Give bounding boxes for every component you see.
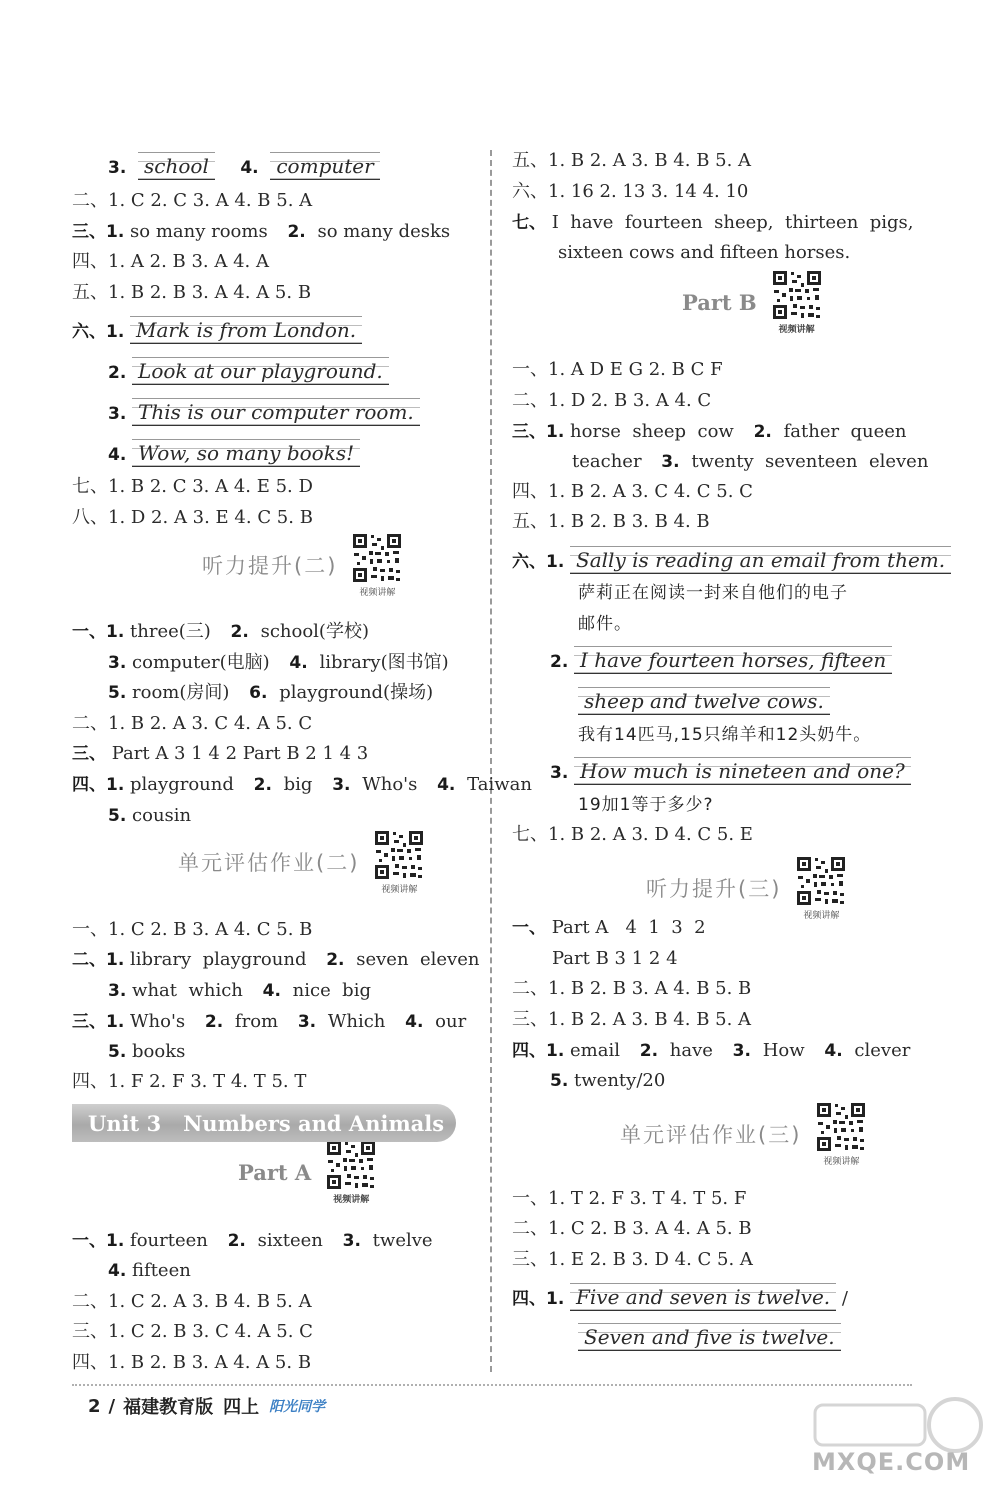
handwritten-answer: How much is nineteen and one? — [574, 757, 911, 785]
qr-code-icon — [815, 1101, 867, 1153]
qr-code-icon — [771, 269, 823, 321]
answer-line: 六、1. Sally is reading an email from them. — [512, 546, 932, 576]
answer-line: 五、1. B 2. A 3. B 4. B 5. A — [512, 150, 752, 171]
answer-line: 五、1. B 2. B 3. B 4. B — [512, 511, 710, 532]
answer-line: 3. school 4. computer — [108, 152, 482, 182]
answer-line: 一、1. three(三) 2. school(学校) — [72, 621, 369, 642]
answer-line: 4. Wow, so many books! — [108, 439, 482, 469]
section-heading: 听力提升(二) 视频讲解 — [202, 535, 403, 595]
section-heading: Part B 视频讲解 — [682, 272, 823, 332]
handwritten-answer: I have fourteen horses, fifteen — [574, 646, 892, 674]
answer-line: 三、1. horse sheep cow 2. father queen — [512, 421, 907, 442]
answer-line: 三、 Part A 3 1 4 2 Part B 2 1 4 3 — [72, 743, 369, 764]
answer-line: 3. This is our computer room. — [108, 398, 482, 428]
watermark-text: MXQE.COM — [812, 1448, 971, 1476]
handwritten-answer: Seven and five is twelve. — [578, 1323, 841, 1351]
qr-code[interactable]: 视频讲解 — [815, 1101, 867, 1167]
page-number: 2 — [88, 1395, 101, 1417]
answer-line: 三、1. C 2. B 3. C 4. A 5. C — [72, 1321, 313, 1342]
answer-line: 三、1. Who's 2. from 3. Which 4. our — [72, 1011, 467, 1032]
answer-line: 一、1. A D E G 2. B C F — [512, 359, 723, 380]
handwritten-answer: computer — [270, 152, 379, 180]
answer-line: 二、1. C 2. C 3. A 4. B 5. A — [72, 190, 313, 211]
unit-banner: Unit 3 Numbers and Animals — [72, 1104, 456, 1142]
answer-line: 5. books — [108, 1041, 186, 1062]
handwritten-answer: sheep and twelve cows. — [578, 687, 830, 715]
answer-line: 2. I have fourteen horses, fifteen — [550, 646, 932, 676]
answer-line: 二、1. B 2. B 3. A 4. B 5. B — [512, 978, 752, 999]
answer-line: 四、1. A 2. B 3. A 4. A — [72, 251, 269, 272]
answer-line: 三、1. B 2. A 3. B 4. B 5. A — [512, 1009, 752, 1030]
answer-line: 四、1. F 2. F 3. T 4. T 5. T — [72, 1071, 307, 1092]
handwritten-answer: Look at our playground. — [132, 357, 389, 385]
answer-line: teacher 3. twenty seventeen eleven — [572, 451, 929, 472]
answer-line: 四、1. Five and seven is twelve. / — [512, 1285, 848, 1309]
answer-line: 六、1. Mark is from London. — [72, 316, 482, 346]
footer-rule — [72, 1384, 912, 1386]
answer-line: 二、1. D 2. B 3. A 4. C — [512, 390, 712, 411]
translation-line: 萨莉正在阅读一封来自他们的电子 — [578, 583, 848, 603]
answer-line — [578, 1323, 932, 1353]
answer-line: 七、 I have fourteen sheep, thirteen pigs, — [512, 212, 914, 233]
answer-line: 三、1. so many rooms 2. so many desks — [72, 221, 451, 242]
answer-line: 一、1. T 2. F 3. T 4. T 5. F — [512, 1188, 747, 1209]
grade: 四上 — [223, 1397, 260, 1418]
translation-line: 邮件。 — [578, 614, 632, 634]
qr-code-icon — [373, 829, 425, 881]
answer-line: 一、1. fourteen 2. sixteen 3. twelve — [72, 1230, 433, 1251]
section-heading: 听力提升(三) 视频讲解 — [646, 858, 847, 918]
brand-logo: 阳光同学 — [269, 1399, 326, 1415]
section-heading: 单元评估作业(三) 视频讲解 — [620, 1104, 867, 1164]
answer-line: 四、1. email 2. have 3. How 4. clever — [512, 1040, 911, 1061]
answer-line: 二、1. C 2. A 3. B 4. B 5. A — [72, 1291, 312, 1312]
answer-line — [578, 687, 932, 717]
answer-line: 3. How much is nineteen and one? — [550, 757, 932, 787]
handwritten-answer: Wow, so many books! — [132, 439, 360, 467]
answer-line: 5. cousin — [108, 805, 192, 826]
answer-line: 七、1. B 2. A 3. D 4. C 5. E — [512, 824, 753, 845]
section-heading: Part A 视频讲解 — [238, 1142, 377, 1202]
answer-line: 六、1. 16 2. 13 3. 14 4. 10 — [512, 181, 749, 202]
column-divider — [490, 150, 492, 1372]
qr-code[interactable]: 视频讲解 — [351, 532, 403, 598]
answer-line: 2. Look at our playground. — [108, 357, 482, 387]
qr-code[interactable]: 视频讲解 — [373, 829, 425, 895]
answer-line: 一、 Part A 4 1 3 2 — [512, 917, 706, 938]
answer-line: 3. computer(电脑) 4. library(图书馆) — [108, 652, 449, 673]
answer-line: 三、1. E 2. B 3. D 4. C 5. A — [512, 1249, 753, 1270]
answer-line: 四、1. B 2. B 3. A 4. A 5. B — [72, 1352, 312, 1373]
handwritten-answer: Mark is from London. — [130, 316, 362, 344]
qr-code-icon — [795, 855, 847, 907]
translation-line: 我有14匹马,15只绵羊和12头奶牛。 — [578, 725, 872, 745]
answer-line: 七、1. B 2. C 3. A 4. E 5. D — [72, 476, 313, 497]
qr-code[interactable]: 视频讲解 — [795, 855, 847, 921]
answer-line: 四、1. B 2. A 3. C 4. C 5. C — [512, 481, 753, 502]
answer-line: 五、1. B 2. B 3. A 4. A 5. B — [72, 282, 312, 303]
answer-line: Part B 3 1 2 4 — [552, 948, 678, 969]
answer-line: sixteen cows and fifteen horses. — [558, 242, 851, 263]
page-footer: 2 / 福建教育版 四上 阳光同学 — [88, 1392, 325, 1420]
section-heading: 单元评估作业(二) 视频讲解 — [178, 832, 425, 892]
answer-line: 4. fifteen — [108, 1260, 191, 1281]
handwritten-answer: This is our computer room. — [132, 398, 420, 426]
answer-line: 5. twenty/20 — [550, 1070, 666, 1091]
answer-line: 3. what which 4. nice big — [108, 980, 371, 1001]
answer-line: 八、1. D 2. A 3. E 4. C 5. B — [72, 507, 313, 528]
qr-code-icon — [351, 532, 403, 584]
handwritten-answer: Five and seven is twelve. — [570, 1283, 836, 1311]
translation-line: 19加1等于多少? — [578, 795, 714, 815]
answer-line: 二、1. C 2. B 3. A 4. A 5. B — [512, 1218, 752, 1239]
answer-line: 5. room(房间) 6. playground(操场) — [108, 682, 434, 703]
answer-line: 二、1. library playground 2. seven eleven — [72, 949, 480, 970]
qr-code[interactable]: 视频讲解 — [325, 1139, 377, 1205]
answer-line: 一、1. C 2. B 3. A 4. C 5. B — [72, 919, 313, 940]
qr-code-icon — [325, 1139, 377, 1191]
publisher: 福建教育版 — [123, 1397, 214, 1418]
qr-code[interactable]: 视频讲解 — [771, 269, 823, 335]
answer-line: 二、1. B 2. A 3. C 4. A 5. C — [72, 713, 313, 734]
answer-line: 四、1. playground 2. big 3. Who's 4. Taiwan — [72, 774, 532, 795]
handwritten-answer: school — [138, 152, 215, 180]
handwritten-answer: Sally is reading an email from them. — [570, 546, 951, 574]
